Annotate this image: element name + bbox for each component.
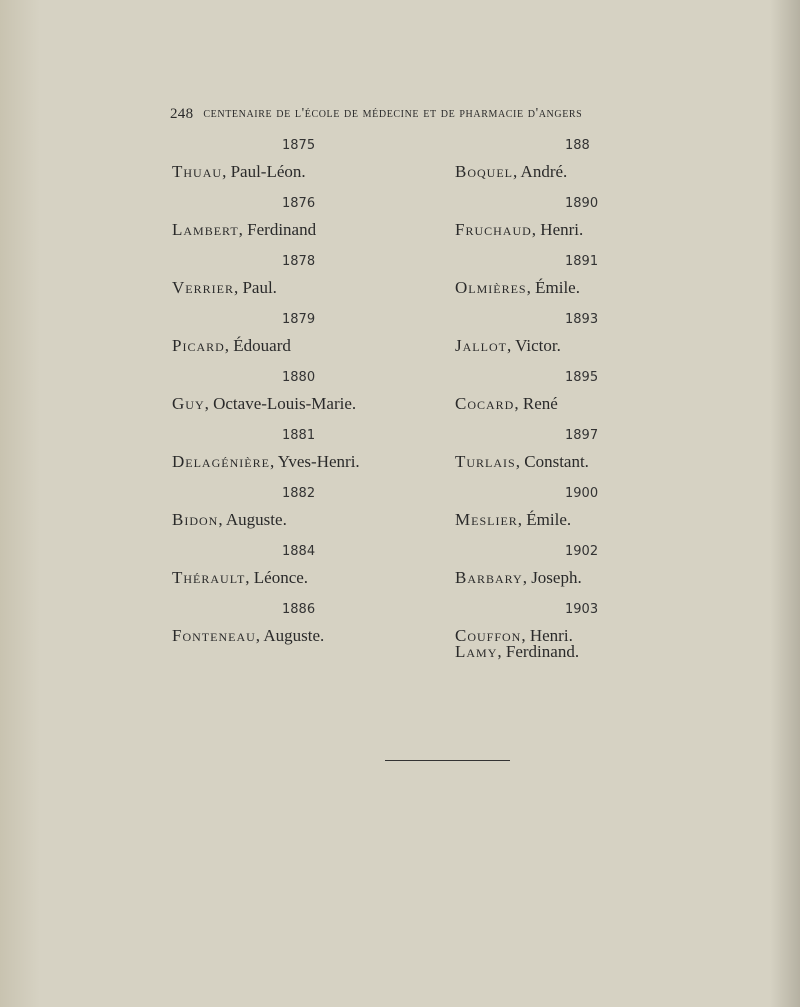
left-column	[172, 138, 422, 660]
entry-surname: Couffon	[455, 626, 522, 645]
list-item	[172, 254, 422, 312]
final-entry	[455, 642, 579, 662]
entry-surname: Picard	[172, 336, 225, 355]
entry-name	[455, 510, 571, 530]
entry-name	[172, 336, 291, 356]
list-item	[172, 428, 422, 486]
entry-surname: Lamy	[455, 642, 498, 661]
entry-year: 1884	[282, 544, 316, 559]
entry-year: 1895	[565, 370, 599, 385]
entry-year: 1890	[565, 196, 599, 211]
list-item	[172, 544, 422, 602]
entry-year: 1900	[565, 486, 599, 501]
entry-name	[172, 162, 306, 182]
entry-name	[455, 394, 558, 414]
entry-year: 1893	[565, 312, 599, 327]
entry-name	[455, 336, 561, 356]
list-item	[455, 138, 655, 196]
list-item	[172, 138, 422, 196]
entry-name	[172, 452, 360, 472]
entry-year: 1876	[282, 196, 316, 211]
entry-name	[455, 220, 583, 240]
entry-given-name: , Ferdinand.	[497, 642, 580, 661]
entry-year: 1882	[282, 486, 316, 501]
entry-surname: Lambert	[172, 220, 239, 239]
entry-year: 1897	[565, 428, 599, 443]
entry-given-name: , Auguste.	[218, 510, 287, 529]
entry-surname: Barbary	[455, 568, 523, 587]
list-item	[172, 196, 422, 254]
entry-name	[172, 568, 308, 588]
entry-name	[455, 162, 567, 182]
entry-year: 1903	[565, 602, 599, 617]
list-item	[455, 428, 655, 486]
entry-given-name: , Joseph.	[522, 568, 582, 587]
entry-given-name: , Édouard	[224, 336, 291, 355]
entry-name	[455, 278, 580, 298]
entry-year: 188	[565, 138, 590, 153]
entry-surname: Turlais	[455, 452, 516, 471]
entry-given-name: , André.	[513, 162, 568, 181]
entry-given-name: , Victor.	[506, 336, 561, 355]
entry-given-name: , Léonce.	[245, 568, 309, 587]
entry-name	[172, 394, 356, 414]
entry-name	[455, 568, 582, 588]
entry-year: 1878	[282, 254, 316, 269]
right-column	[455, 138, 655, 660]
entry-name	[172, 278, 277, 298]
list-item	[172, 370, 422, 428]
entry-surname: Olmières	[455, 278, 527, 297]
entry-name	[172, 626, 324, 646]
entry-year: 1880	[282, 370, 316, 385]
list-item	[455, 486, 655, 544]
list-item	[455, 312, 655, 370]
entry-surname: Delagénière	[172, 452, 270, 471]
entry-given-name: , Paul-Léon.	[222, 162, 306, 181]
running-title: centenaire de l'école de médecine et de pharmacie d'angers	[203, 106, 583, 121]
entry-surname: Thérault	[172, 568, 246, 587]
list-item	[172, 486, 422, 544]
entry-surname: Verrier	[172, 278, 234, 297]
entry-name	[455, 452, 589, 472]
entry-surname: Jallot	[455, 336, 507, 355]
entry-given-name: , Henri.	[521, 626, 573, 645]
entry-given-name: , René	[514, 394, 558, 413]
list-item	[172, 602, 422, 660]
entry-given-name: , Émile.	[526, 278, 580, 297]
list-item	[455, 544, 655, 602]
entry-surname: Fonteneau	[172, 626, 256, 645]
entry-given-name: , Yves-Henri.	[269, 452, 360, 471]
list-item	[455, 254, 655, 312]
entry-given-name: , Octave-Louis-Marie.	[204, 394, 357, 413]
list-item	[455, 370, 655, 428]
list-item	[455, 196, 655, 254]
entry-surname: Cocard	[455, 394, 515, 413]
page-number: 248	[170, 106, 194, 122]
entry-surname: Meslier	[455, 510, 518, 529]
entry-surname: Thuau	[172, 162, 223, 181]
entry-name	[172, 220, 316, 240]
page-header	[170, 106, 670, 123]
entry-year: 1881	[282, 428, 316, 443]
entry-given-name: , Constant.	[515, 452, 589, 471]
entry-surname: Fruchaud	[455, 220, 532, 239]
entry-year: 1879	[282, 312, 316, 327]
entry-surname: Guy	[172, 394, 205, 413]
entry-given-name: , Ferdinand	[238, 220, 317, 239]
entry-given-name: , Auguste.	[255, 626, 325, 645]
entry-given-name: , Émile.	[517, 510, 572, 529]
entry-name	[172, 510, 287, 530]
entry-surname: Boquel	[455, 162, 513, 181]
entry-given-name: , Henri.	[531, 220, 584, 239]
list-item	[172, 312, 422, 370]
entry-year: 1875	[282, 138, 316, 153]
entry-year: 1902	[565, 544, 599, 559]
end-rule	[385, 760, 510, 761]
entry-year: 1886	[282, 602, 316, 617]
entry-surname: Bidon	[172, 510, 219, 529]
entry-given-name: , Paul.	[233, 278, 277, 297]
entry-year: 1891	[565, 254, 599, 269]
